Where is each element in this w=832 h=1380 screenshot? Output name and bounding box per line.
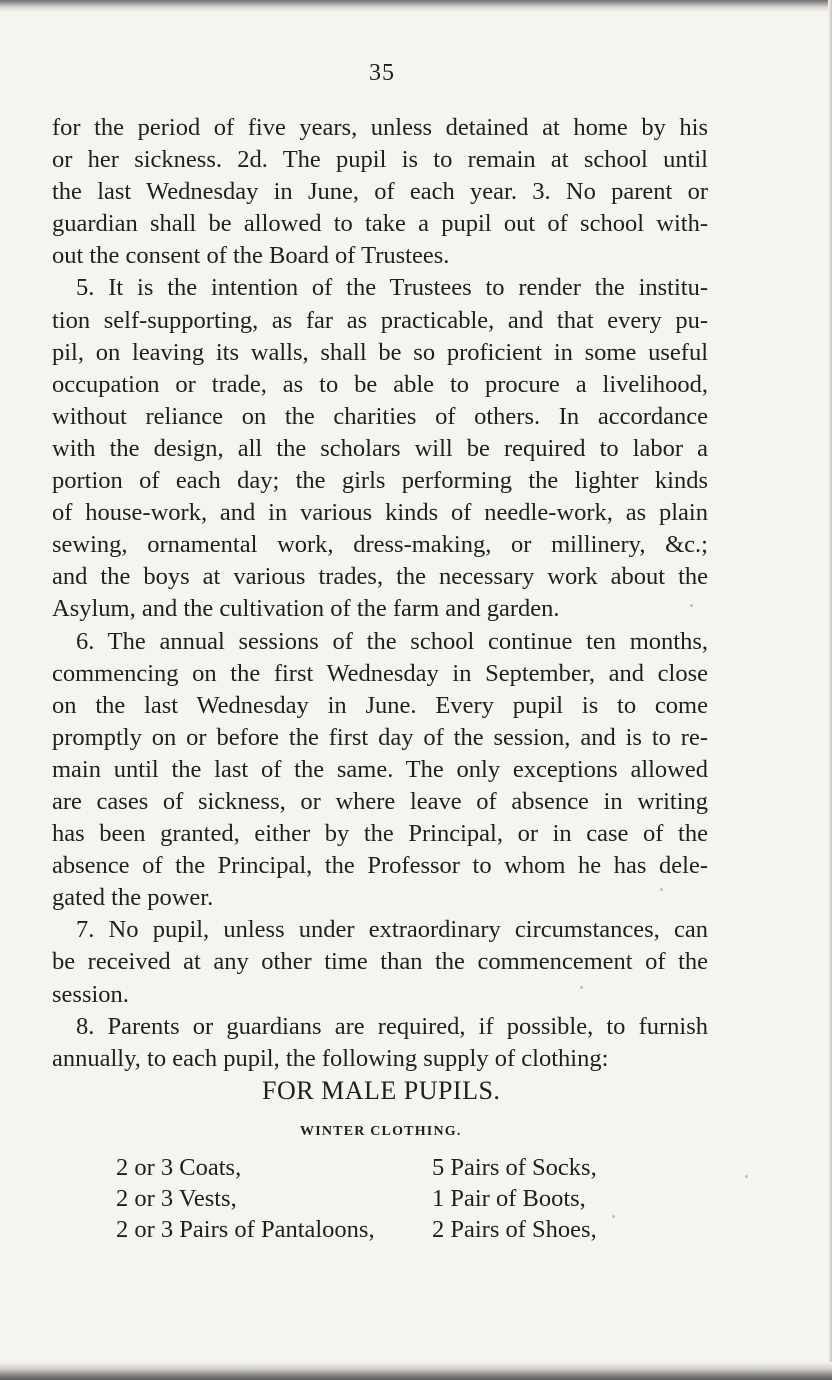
paragraph-rule-6 — [52, 626, 708, 915]
text-line: out the consent of the Board of Trustees. — [52, 242, 450, 270]
page-right-edge — [828, 0, 832, 1380]
page-top-edge — [0, 0, 832, 12]
text-line: 7. No pupil, unless under extraordinary circumstances, can — [76, 916, 708, 944]
text-line: Asylum, and the cultivation of the farm and garden. — [52, 595, 560, 623]
list-item: 2 or 3 Pairs of Pantaloons, — [116, 1216, 375, 1243]
text-line: are cases of sickness, or where leave of absence in writing — [52, 787, 708, 815]
text-line: pil, on leaving its walls, shall be so proficient in some useful — [52, 338, 708, 366]
paragraph-rule-8 — [52, 1011, 708, 1075]
text-line: absence of the Principal, the Professor to whom he has dele- — [52, 852, 708, 880]
print-speck — [660, 888, 663, 891]
text-line: 5. It is the intention of the Trustees to render the institu- — [76, 274, 708, 302]
text-line: 6. The annual sessions of the school continue ten months, — [76, 627, 708, 655]
text-line: or her sickness. 2d. The pupil is to remain at school until — [52, 146, 708, 174]
text-line: occupation or trade, as to be able to procure a livelihood, — [52, 370, 708, 398]
print-speck — [580, 986, 583, 989]
paragraph-rule-7 — [52, 914, 708, 1010]
text-line: session. — [52, 980, 129, 1008]
text-line: and the boys at various trades, the necessary work about the — [52, 563, 708, 591]
page-number: 35 — [369, 60, 395, 86]
text-line: portion of each day; the girls performing the lighter kinds — [52, 467, 708, 495]
text-line: be received at any other time than the commencement of the — [52, 948, 708, 976]
text-line: commencing on the first Wednesday in September, and close — [52, 659, 708, 687]
subsection-title: WINTER CLOTHING. — [300, 1124, 462, 1139]
section-title: FOR MALE PUPILS. — [262, 1076, 501, 1105]
text-line: tion self-supporting, as far as practicable, and that every pu- — [52, 306, 708, 334]
print-speck — [690, 604, 693, 607]
text-line: annually, to each pupil, the following supply of clothing: — [52, 1044, 609, 1072]
text-line: promptly on or before the first day of the session, and is to re- — [52, 723, 708, 751]
text-line: the last Wednesday in June, of each year. 3. No parent or — [52, 178, 708, 206]
page-bottom-edge — [0, 1362, 832, 1380]
print-speck — [612, 1215, 615, 1218]
paragraph-continuation — [52, 112, 708, 272]
clothing-list-left — [116, 1152, 375, 1245]
text-line: guardian shall be allowed to take a pupil out of school with- — [52, 210, 708, 238]
clothing-list-right — [432, 1152, 597, 1245]
text-line: of house-work, and in various kinds of needle-work, as plain — [52, 499, 708, 527]
paragraph-rule-5 — [52, 272, 708, 625]
list-item: 1 Pair of Boots, — [432, 1185, 586, 1212]
text-line: on the last Wednesday in June. Every pupil is to come — [52, 691, 708, 719]
text-line: main until the last of the same. The only exceptions allowed — [52, 755, 708, 783]
list-item: 2 Pairs of Shoes, — [432, 1216, 597, 1243]
text-line: without reliance on the charities of others. In accordance — [52, 402, 708, 430]
print-speck — [745, 1175, 748, 1178]
text-line: has been granted, either by the Principal, or in case of the — [52, 820, 708, 848]
list-item: 2 or 3 Coats, — [116, 1154, 242, 1181]
text-line: sewing, ornamental work, dress-making, or millinery, &c.; — [52, 531, 708, 559]
text-line: 8. Parents or guardians are required, if possible, to furnish — [76, 1012, 708, 1040]
text-line: gated the power. — [52, 884, 214, 912]
text-line: for the period of five years, unless detained at home by his — [52, 114, 708, 141]
text-line: with the design, all the scholars will be required to labor a — [52, 434, 708, 462]
body-text — [52, 112, 708, 1075]
list-item: 5 Pairs of Socks, — [432, 1154, 597, 1181]
list-item: 2 or 3 Vests, — [116, 1185, 237, 1212]
